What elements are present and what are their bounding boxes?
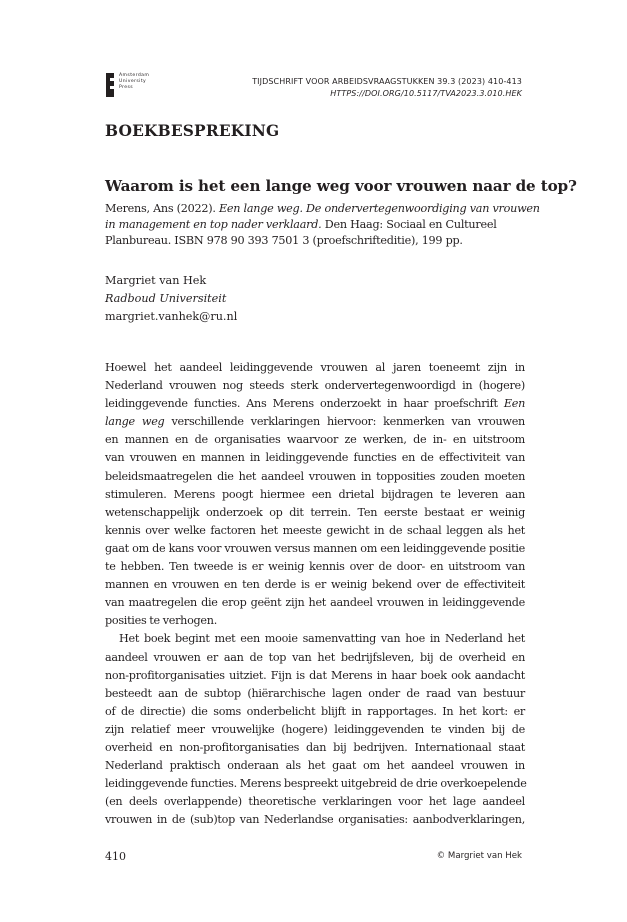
body-line: besteedt aan de subtop (hiërarchische lagen onder de raad van bestuur <box>105 686 525 700</box>
journal-header <box>252 76 522 100</box>
body-line: vrouwen in de (sub)top van Nederlandse organisaties: aanbodverklaringen, <box>105 813 525 827</box>
body-line: kennis over welke factoren het meeste gewicht in de schaal leggen als het <box>105 523 525 537</box>
section-title: BOEKBESPREKING <box>105 122 280 140</box>
body-line: leidinggevende functies. Ans Merens onderzoekt in haar proefschrift Een <box>105 397 525 411</box>
body-line: leidinggevende functies. Merens bespreekt uitgebreid de drie overkoepelende <box>105 777 527 791</box>
publisher-name: Amsterdam University Press <box>119 73 150 90</box>
body-line: Het boek begint met een mooie samenvatting van hoe in Nederland het <box>119 632 525 646</box>
body-line: of de directie) die soms onderbelicht blijft in rapportages. In het kort: er <box>105 704 525 718</box>
body-line: en mannen en de organisaties waarvoor ze werken, de in- en uitstroom <box>105 433 525 447</box>
body-line: Nederland vrouwen nog steeds sterk ondervertegenwoordigd in (hogere) <box>105 379 525 393</box>
body-line: non-profitorganisaties uitziet. Fijn is dat Merens in haar boek ook aandacht <box>105 668 525 682</box>
body-line: mannen en vrouwen en ten derde is er weinig bekend over de effectiviteit <box>105 578 525 592</box>
body-line: te hebben. Ten tweede is er weinig kennis over de door- en uitstroom van <box>105 560 525 574</box>
body-line: wetenschappelijk onderzoek op dit terrein. Ten eerste bestaat er weinig <box>105 505 525 519</box>
article-title: Waarom is het een lange weg voor vrouwen naar de top? <box>105 177 577 195</box>
author-email[interactable]: margriet.vanhek@ru.nl <box>105 310 238 323</box>
author-affiliation: Radboud Universiteit <box>105 292 227 305</box>
body-line: (en deels overlappende) theoretische verklaringen voor het lage aandeel <box>105 795 525 809</box>
copyright-notice: © Margriet van Hek <box>436 851 522 861</box>
article-body <box>105 359 525 829</box>
body-line: van maatregelen die erop geënt zijn het aandeel vrouwen in leidinggevende <box>105 596 525 610</box>
body-line: lange weg verschillende verklaringen hiervoor: kenmerken van vrouwen <box>105 415 525 429</box>
doi-link[interactable]: HTTPS://DOI.ORG/10.5117/TVA2023.3.010.HEK <box>330 89 522 98</box>
body-line: zijn relatief meer vrouwelijke (hogere) leidinggevenden te vinden bij de <box>105 722 525 736</box>
body-line: overheid en non-profitorganisaties dan bij bedrijven. Internationaal staat <box>105 740 525 754</box>
aup-logo-icon <box>106 73 114 97</box>
author-name: Margriet van Hek <box>105 274 207 287</box>
body-line: stimuleren. Merens poogt hiermee een drietal bijdragen te leveren aan <box>105 487 525 501</box>
journal-citation: TIJDSCHRIFT VOOR ARBEIDSVRAAGSTUKKEN 39.3 (2023) 410-413 <box>252 77 522 86</box>
body-line: posities te verhogen. <box>105 614 217 628</box>
body-line: van vrouwen en mannen in leidinggevende functies en de effectiviteit van <box>105 451 525 465</box>
body-line: Hoewel het aandeel leidinggevende vrouwen al jaren toeneemt zijn in <box>105 361 525 374</box>
body-line: aandeel vrouwen er aan de top van het bedrijfsleven, bij de overheid en <box>105 650 525 664</box>
body-line: Nederland praktisch onderaan als het gaat om het aandeel vrouwen in <box>105 759 525 773</box>
book-reference: Merens, Ans (2022). Een lange weg. De ondervertegenwoordiging van vrouwen in management en top nader verklaard. Den Haag: Sociaal en Cultureel Planbureau. ISBN 978 90 393 7501 3 (proefschrifteditie), 199 pp. <box>105 202 540 247</box>
publisher-logo <box>106 73 149 97</box>
body-line: gaat om de kans voor vrouwen versus mannen om een leidinggevende positie <box>105 541 525 555</box>
author-block <box>105 272 237 326</box>
page-number: 410 <box>105 850 126 863</box>
body-line: beleidsmaatregelen die het aandeel vrouwen in topposities zouden moeten <box>105 469 525 483</box>
